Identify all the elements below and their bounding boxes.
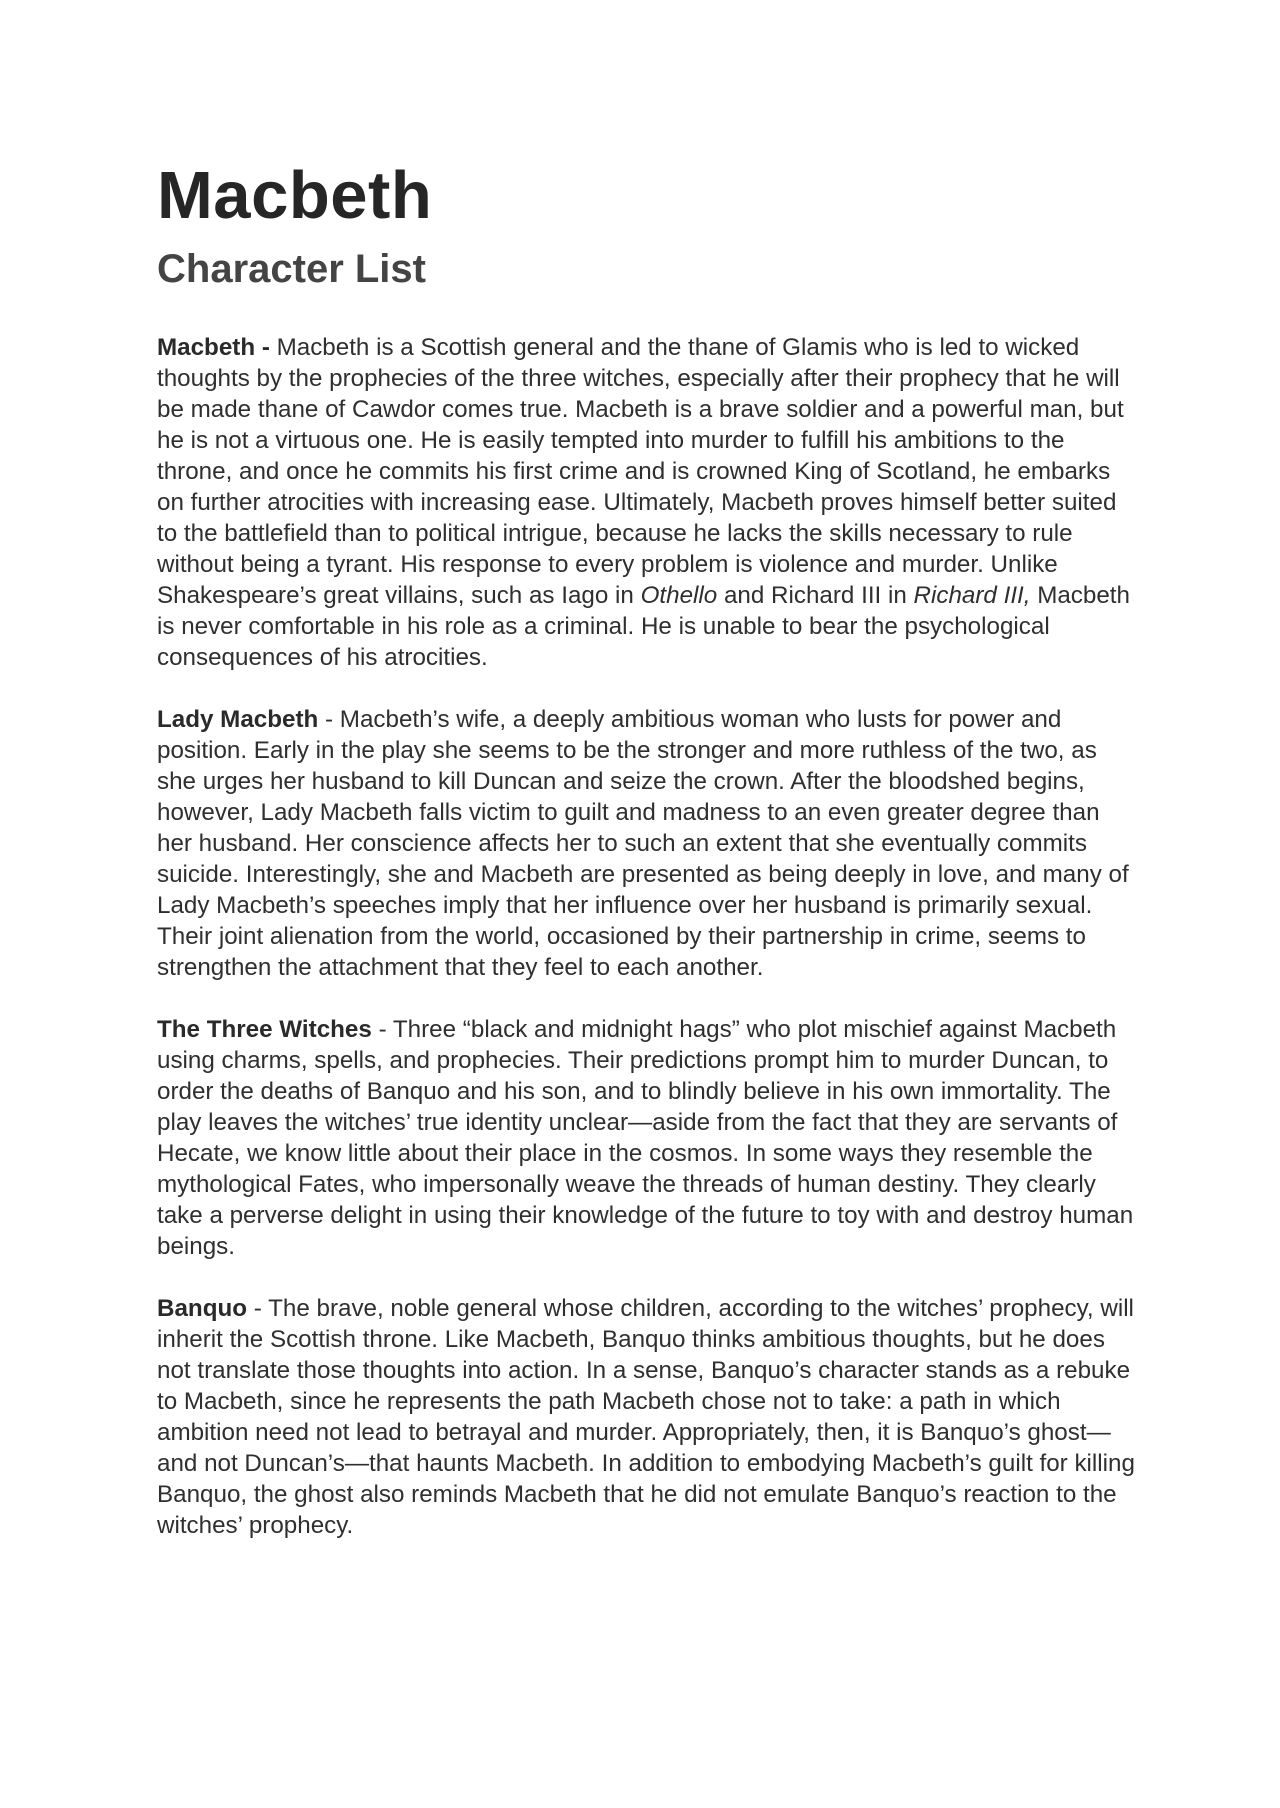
character-description: - The brave, noble general whose children, according to the witches’ prophecy, will inherit the Scottish throne. Like Macbeth, Banquo thinks ambitious thoughts, but he does not translate those thoughts into action. In a sense, Banquo’s character stands as a rebuke to Macbeth, since he represents the path Macbeth chose not to take: a path in which ambition need not lead to betrayal and murder. Appropriately, then, it is Banquo’s ghost—and not Duncan’s—that haunts Macbeth. In addition to embodying Macbeth’s guilt for killing Banquo, the ghost also reminds Macbeth that he did not emulate Banquo’s reaction to the witches’ prophecy. (157, 1295, 1135, 1539)
character-entry-macbeth (157, 332, 1137, 673)
character-entry-three-witches (157, 1014, 1137, 1262)
character-name: Lady Macbeth (157, 706, 319, 733)
character-name: Macbeth - (157, 334, 270, 361)
character-description: and Richard III in (717, 582, 914, 609)
play-title-richard-iii: Richard III, (913, 582, 1031, 609)
play-title-othello: Othello (640, 582, 718, 609)
document-subtitle: Character List (157, 247, 426, 291)
character-description: - Three “black and midnight hags” who plot mischief against Macbeth using charms, spells, and prophecies. Their predictions prompt him to murder Duncan, to order the deaths of Banquo and his son, and to blindly believe in his own immortality. The play leaves the witches’ true identity unclear—aside from the fact that they are servants of Hecate, we know little about their place in the cosmos. In some ways they resemble the mythological Fates, who impersonally weave the threads of human destiny. They clearly take a perverse delight in using their knowledge of the future to toy with and destroy human beings. (157, 1016, 1134, 1260)
character-description: Macbeth is a Scottish general and the thane of Glamis who is led to wicked thoughts by the prophecies of the three witches, especially after their prophecy that he will be made thane of Cawdor comes true. Macbeth is a brave soldier and a powerful man, but he is not a virtuous one. He is easily tempted into murder to fulfill his ambitions to the throne, and once he commits his first crime and is crowned King of Scotland, he embarks on further atrocities with increasing ease. Ultimately, Macbeth proves himself better suited to the battlefield than to political intrigue, because he lacks the skills necessary to rule without being a tyrant. His response to every problem is violence and murder. Unlike Shakespeare’s great villains, such as Iago in (157, 334, 1124, 609)
character-name: Banquo (157, 1295, 248, 1322)
document-title: Macbeth (157, 158, 433, 233)
character-description: - Macbeth’s wife, a deeply ambitious woman who lusts for power and position. Early in the play she seems to be the stronger and more ruthless of the two, as she urges her husband to kill Duncan and seize the crown. After the bloodshed begins, however, Lady Macbeth falls victim to guilt and madness to an even greater degree than her husband. Her conscience affects her to such an extent that she eventually commits suicide. Interestingly, she and Macbeth are presented as being deeply in love, and many of Lady Macbeth’s speeches imply that her influence over her husband is primarily sexual. Their joint alienation from the world, occasioned by their partnership in crime, seems to strengthen the attachment that they feel to each another. (157, 706, 1129, 981)
character-list (157, 332, 1137, 1541)
character-name: The Three Witches (157, 1016, 372, 1043)
character-description: Macbeth is never comfortable in his role as a criminal. He is unable to bear the psychological consequences of his atrocities. (157, 582, 1130, 671)
character-entry-lady-macbeth (157, 704, 1137, 983)
character-entry-banquo (157, 1293, 1137, 1541)
document-page (157, 158, 1137, 1572)
